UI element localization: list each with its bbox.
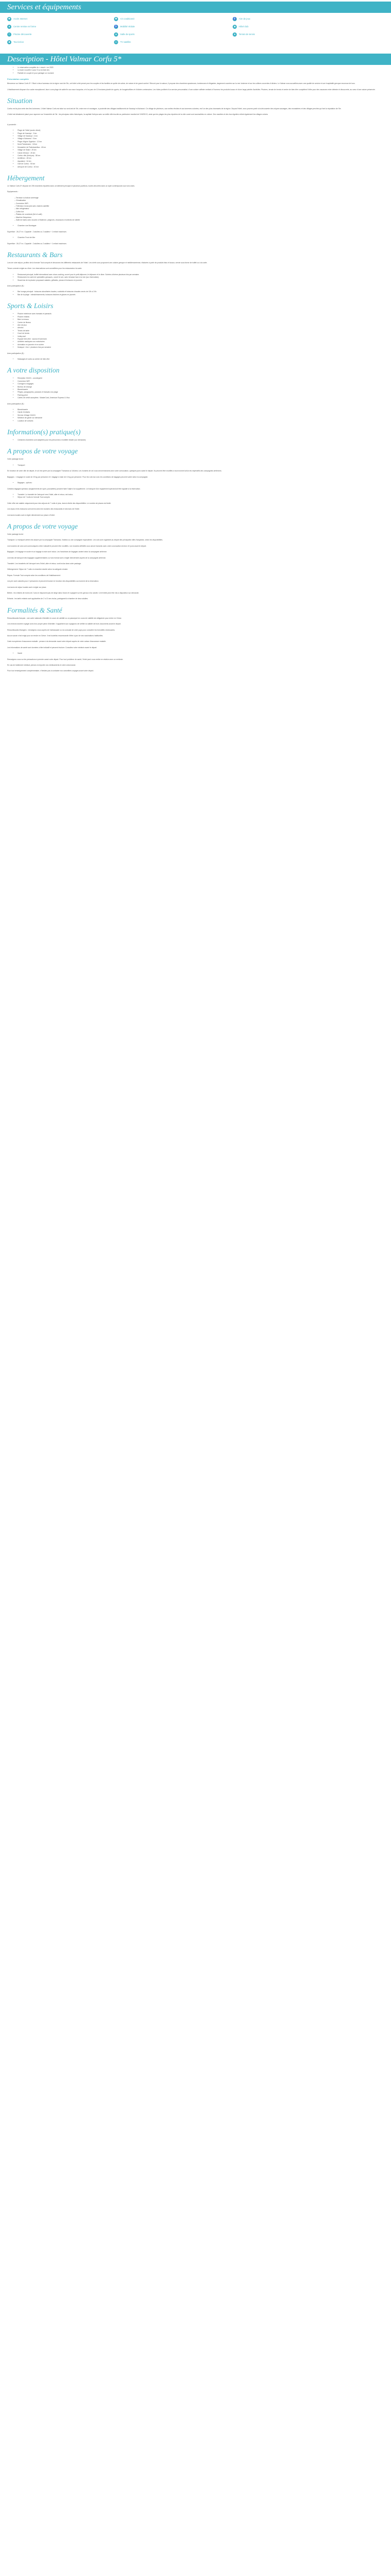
wifi-icon: ✱ [8,18,11,21]
voyage-list [7,494,384,499]
paragraph: L'établissement dispose d'un cadre exceptionnel, face à une plage de sable fin aux eaux turquoise, et d'un parc de 10 hectares planté de cyprès, de bougainvilliers et d'oliviers centenaires. Les hôtes profitent d'un service personnalisé, d'une cuisine raffinée mettant à l'honneur les produits locaux et d'une large palette d'activités. Piscines, terrain de tennis et centre de bien-être complètent l'offre pour des vacances entre détente et découverte, au cœur d'une nature préservée. [7,88,376,91]
disposition-list [7,377,384,399]
list-item: • Piscine extérieure avec transats et parasols [18,313,384,315]
paragraph: Les prix sont calculés pour 2 personnes et peuvent évoluer en fonction des disponibilités au moment de la réservation. [7,580,99,583]
room-type-text: Superficie : 26-27 m². Capacité : 2 adultes ou 2 adultes + 1 enfant maximum. [7,242,67,245]
list-item: • Musique « live » plusieurs fois par semaine [18,346,384,349]
list-item: • Location de voitures [18,420,384,422]
list-item: • Bar lounge principal : boissons alcoolisées locales, cocktails et boissons chaudes servis de 10h à 24h. [18,291,384,293]
list-item: • Bain à remous [18,318,384,321]
list-item: – Connexion WiFi [14,202,384,205]
presentation-title: Présentation complète [7,78,29,81]
paragraph: Votre package inclut : [7,458,24,461]
list-item: • Santé [18,652,384,655]
list-item: – Télévision écran plat avec chaînes satellite [14,205,384,208]
list-item: • Court de tennis [18,332,384,335]
paragraph: Corfou est la plus verte des îles Ioniennes. L'hôtel Valmar Corfu est situé au nord-est de l'île, entre mer et montagne, à proximité des villages traditionnels de Kassiopi et Acharavi. Ce village de pêcheurs, aux ruelles étroites et aux tavernes colorées, est l'un des plus charmants de la région. Depuis l'hôtel, vous pourrez partir à la découverte des criques sauvages, des monastères et des villages perchés qui font la réputation de l'île. [7,108,341,110]
pratique-list [7,439,384,442]
snowflake-icon: ✱ [115,18,118,21]
section-title-voyage-2: A propos de votre voyage [7,522,78,530]
list-item: • Connexion WiFi [18,380,384,383]
wheelchair-icon: ♿ [233,18,237,21]
restaurants-list [7,274,384,282]
tv-icon: ▭ [115,41,118,44]
paragraph: Votre package inclut : [7,533,24,535]
paragraph: Le Valmar Corfu 5* dispose de 205 chambres réparties dans un bâtiment principal et plusieurs pavillons, toutes décorées dans un style contemporain aux tons clairs. [7,184,135,187]
services-title: Services et équipements [0,2,391,13]
building-icon: ■ [233,25,237,29]
paragraph: En fonction de votre ville de départ, le vol est opéré par la compagnie Transavia ou Volotea. Les horaires de vol vous seront transmis avec votre convocation, quelques jours avant le départ. Ils peuvent être modifiés à tout moment selon les impératifs des compagnies aériennes. [7,470,222,472]
list-item: • Restaurant principal, buffet international avec show-cooking, ouvert pour le petit-déjeuner, le déjeuner et le dîner. Soirées à thème plusieurs fois par semaine. [18,274,384,276]
list-item: – Mini réfrigérateur [14,208,384,210]
amenity-label: Air conditionné [120,18,135,21]
paragraph: Bienvenue au Valmar Corfu 5* ! Situé à deux hameaux de la région nord de l'île, cet hôtel a été pensé pour les couples et les familles en quête de calme, de nature et de grand confort. Rénové pour la saison, il propose des chambres spacieuses, lumineuses et élégantes, largement ouvertes sur la mer Ionienne et sur les collines couvertes d'oliviers. Le Valmar vous accueillera avec une qualité de service et une hospitalité grecque reconnue de tous. [7,82,355,85]
room-type-text: Superficie : 26-27 m². Capacité : 2 adultes ou 2 adultes + 1 enfant maximum. [7,230,67,233]
tennis-icon: ● [233,32,237,37]
list-item: • Aéroport de Corfou : 40 km [18,166,384,168]
list-item: • Massages et soins au centre de bien-être [18,358,384,361]
list-item: • Village de Sidari : 25 km [18,149,384,151]
list-item: • Plage de Kassiopi : 3 km [18,132,384,135]
paragraph: Les mineurs doivent voyager avec leur propre pièce d'identité. Il appartient aux voyageurs de vérifier la validité de leurs documents avant le départ. [7,623,121,625]
list-item: • La toute nouvelle 4 pour 5 sur la liste des [18,69,384,72]
paragraph: Ressortissants français : une carte nationale d'identité en cours de validité ou un passeport en cours de validité est obligatoire pour entrer en Grèce. [7,617,122,619]
section-title-hebergement: Hébergement [7,174,45,182]
equipment-title: Equipements : [7,191,19,193]
list-item: • Espace bien-être : sauna et hammam [18,338,384,341]
list-item: • Monastère de Paleokastritsa : 45 km [18,146,384,149]
paragraph: Les horaires de vols sont communiqués à titre indicatif et peuvent être modifiés. Les horaires définitifs vous seront transmis avec votre convocation environ 10 jours avant le départ. [7,545,146,547]
list-item: • Animation en journée et en soirée [18,344,384,346]
sports-list [7,313,384,349]
section-title-sports: Sports & Loisirs [7,302,54,310]
section-title-pratique: Information(s) pratique(s) [7,428,81,436]
equipment-list [7,197,384,222]
paragraph: Transport. Le transport aérien est assuré par la compagnie Transavia, Volotea ou une compagnie équivalente. Les vols sont organisés au départ des principales villes françaises, selon les disponibilités. [7,539,163,541]
amenity-label: Mobilité réduite [120,25,135,28]
list-item: • Plage d'Agios Spyridon : 12 km [18,141,384,143]
amenity-fitness [7,25,114,29]
paragraph: Carte européenne d'assurance maladie : pensez à la demander avant votre départ auprès de votre caisse d'assurance maladie. [7,640,106,643]
list-item: • Village de Kassiopi : 4 km [18,135,384,138]
list-item: • Parfaite en couple et pour partager un moment [18,72,384,75]
amenity-accessibility [114,25,233,29]
amenity-all-inclusive [7,40,114,44]
list-item: • Service d'étage 24h/24 [18,414,384,417]
section-title-situation: Situation [7,97,32,105]
wheelchair-icon: ♿ [114,25,118,28]
distances-list [7,129,384,168]
room-type-list [7,225,384,227]
description-bullets [7,66,384,75]
list-item: • Garde d'enfants [18,411,384,414]
amenity-sports-hall [114,32,233,37]
list-item: • Bagages - options : [18,482,384,484]
list-item: • Transfert. Le transfert de l'aéroport vers l'hôtel, aller et retour, est inclus. [18,494,384,496]
paragraph: Ressortissants étrangers : renseignez-vous auprès de l'ambassade ou du consulat de votre pays pour connaître les formalités nécessaires. [7,629,116,631]
pool-icon: ≈ [7,32,11,37]
paragraph: Cette offre est valable uniquement pour des séjours de 7 nuits et plus, dans la limite des disponibilités. Le nombre de places est limité. [7,502,111,504]
list-item: • Village d'Acharavi : 9 km [18,138,384,140]
amenity-label: TV satellite [120,41,131,44]
paragraph: Les taxes locales sont à régler directement sur place à l'hôtel. [7,514,55,516]
list-item: • Bureau de change [18,386,384,388]
room-type-name: • Chambre vue Montagne [18,225,384,227]
amenity-aircon [114,17,233,21]
list-item: – Plateau de courtoisie (thé et café) [14,213,384,216]
paragraph: En cas de traitement médical, pensez à emporter vos médicaments et votre ordonnance. [7,664,76,667]
list-item: • Restaurant à la carte de spécialités grecques, ouvert le soir, avec terrasse face à la mer (sur réservation). [18,276,384,279]
list-item: • Le réservation complète du « resort » en 2023 [18,66,384,69]
amenity-label: Accès Internet [13,18,27,21]
list-item: • Golf de Corfou : 50 km [18,163,384,165]
paid-intro: Avec participation (€) : [7,285,25,287]
paid-intro: Avec participation (€) : [7,402,25,405]
amenity-label: Centre remise en forme [13,25,36,28]
sports-paid-list [7,358,384,361]
section-title-voyage: A propos de votre voyage [7,447,78,455]
section-title-formalites: Formalités & Santé [7,606,62,614]
paragraph: Enfants : les tarifs enfants sont applicables de 2 à 12 ans inclus, partageant la chambre de deux adultes. [7,598,89,600]
list-item: – Machine Nespresso [14,216,384,219]
list-item: • Réception 24h/24 - conciergerie [18,377,384,380]
amenity-label: Aire de jeux [239,18,251,21]
list-item: • Canal d'Amour : 26 km [18,152,384,155]
formalites-list [7,652,384,655]
list-item: • Certaines chambres sont adaptées pour les personnes à mobilité réduite (sur demande). [18,439,384,442]
room-type-name: • Chambre Front de Mer [18,236,384,239]
paragraph: Aucun vaccin n'est exigé pour se rendre en Grèce. Il est toutefois recommandé d'être à jour de ses vaccinations habituelles. [7,635,103,637]
list-item: • Blanchisserie [18,409,384,411]
list-item: • Bar de la plage : rafraîchissements, boissons fraîches et glaces en journée. [18,294,384,296]
list-item: • Piscine enfants [18,316,384,318]
description-title: Description - Hôtel Valmar Corfu 5* [0,54,391,65]
paragraph: Bébés : les enfants de moins de 2 ans ne disposent pas de siège dans l'avion et voyagent sur les genoux d'un adulte. Un lit bébé peut être mis à disposition sur demande. [7,592,139,594]
amenity-hotel-club [233,25,349,29]
paid-intro: Avec participation (€) : [7,352,25,354]
paragraph: L'hôtel est idéalement placé pour rayonner sur l'ensemble de l'île : les principaux sites historiques, la capitale Kerkyra avec sa vieille ville inscrite au patrimoine mondial de l'UNESCO, ainsi que les plages les plus réputées de la côte ouest sont accessibles en voiture. Des navettes et des bus réguliers relient également les villages voisins. [7,113,268,116]
list-item: • Aire de jeux [18,324,384,327]
paragraph: Bagages. Un bagage en soute et un bagage à main sont inclus. Les franchises de bagages varient selon la compagnie aérienne. [7,551,107,553]
paragraph: Repas. Formule Tout compris selon les conditions de l'établissement. [7,574,61,577]
voyage-list [7,464,384,467]
amenity-label: Hôtel club [239,25,249,28]
paragraph: Les taxes de séjour locales sont à régler sur place. [7,586,47,588]
list-item: • Parking privé [18,394,384,397]
paragraph: Les repas et les boissons sont servis selon les horaires des restaurants et des bars de l'hôtel. [7,508,80,511]
amenity-pool [7,32,114,37]
list-item: – Salle de bains avec douche à l'italienne, peignoirs, chaussons et articles de toilette [14,219,384,222]
paragraph: Renseignez-vous sur les précautions à prendre avant votre départ. Pour tout problème de santé, l'hôtel peut vous mettre en relation avec un médecin. [7,658,124,660]
amenities-grid [0,13,391,46]
list-item: • Cartes de crédit acceptées : MasterCard, American Express & Visa [18,397,384,399]
amenity-internet [7,17,114,21]
amenity-label: Salle de sports [120,33,135,36]
paragraph: Certains bagages spéciaux (équipements de sport, poussettes) peuvent faire l'objet d'un supplément. Le transport d'un équipement spécial doit être signalé à la réservation. [7,487,141,490]
amenity-label: Piscine découverte [13,33,32,36]
list-item: • Volley-ball [18,335,384,338]
list-item: • Blanchisserie [18,388,384,391]
paragraph: Lors de votre séjour, profitez de la formule Tout compris et découvrez les différents restaurants de l'hôtel. Les chefs vous proposent une cuisine grecque et méditerranéenne, élaborée à partir de produits frais et locaux, servie sous forme de buffet ou à la carte. [7,262,207,264]
list-item: • Séjour de 7 nuits en formule Tout compris [18,496,384,499]
amenity-tv [114,40,233,44]
list-item: • Mont Pantokrator : 18 km [18,143,384,146]
list-item: • Pièges, paragraphes, parasols et transats à la plage [18,391,384,394]
section-title-restaurants: Restaurants & Bars [7,251,63,259]
amenity-playground [233,17,349,21]
list-item: • Activités nautiques non motorisées [18,341,384,343]
list-item: • Achilleion : 45 km [18,157,384,160]
amenity-tennis [233,32,349,37]
paragraph: Transfert. Les transferts de l'aéroport vers l'hôtel, aller et retour, sont inclus dans votre package. [7,562,82,565]
list-item: • Médecin de garde sur demande [18,417,384,419]
dumbbell-icon: ● [7,25,11,29]
list-item: • Plage de l'hôtel (accès direct) [18,129,384,132]
disposition-paid-list [7,409,384,422]
list-item: • Snack bar de la piscine proposant salades, grillades, pizzas et boissons en journée. [18,279,384,282]
list-item: • Transport [18,464,384,467]
list-item: • Aqualand : 34 km [18,160,384,163]
list-item: – Terrasse ou balcon aménagé [14,197,384,199]
list-item: • Tennis de table [18,330,384,332]
room-type-list [7,236,384,239]
restaurants-paid-list [7,291,384,296]
paragraph: Pour tout renseignement complémentaire, n'hésitez pas à contacter nos conseillers voyages avant votre départ. [7,670,94,672]
list-item: • Consigne à bagages [18,383,384,385]
voyage-list [7,482,384,484]
list-item: – Coffre-fort [14,211,384,213]
section-title-disposition: A votre disposition [7,366,60,375]
paragraph: Les frais de transport des bagages supplémentaires ou hors format sont à régler directement auprès de la compagnie aérienne. [7,556,106,559]
paragraph: Les informations de santé sont données à titre indicatif et peuvent évoluer. Consultez votre médecin avant le départ. [7,646,97,649]
paragraph: Hébergement. Séjour de 7 nuits en chambre double selon la catégorie choisie. [7,568,68,571]
distances-intro: A proximité : [7,123,17,126]
people-icon: ● [114,32,118,37]
list-item: • Corfou ville (Kerkyra) : 38 km [18,155,384,157]
amenity-label: Tout inclus [13,41,24,44]
suitcase-icon: ■ [7,40,11,44]
list-item: • Aérobic [18,327,384,329]
paragraph: Bagages : 1 bagage en soute de 20 kg par personne et 1 bagage à main de 10 kg par personne. Pour les vols low cost, les conditions de bagages peuvent varier selon la compagnie. [7,476,149,478]
amenity-label: Terrain de tennis [239,33,255,36]
list-item: • Centre de fitness [18,321,384,324]
list-item: – Climatisation [14,199,384,202]
paragraph: Tenue correcte exigée au dîner. Les réservations sont conseillées pour les restaurants à la carte. [7,267,83,270]
